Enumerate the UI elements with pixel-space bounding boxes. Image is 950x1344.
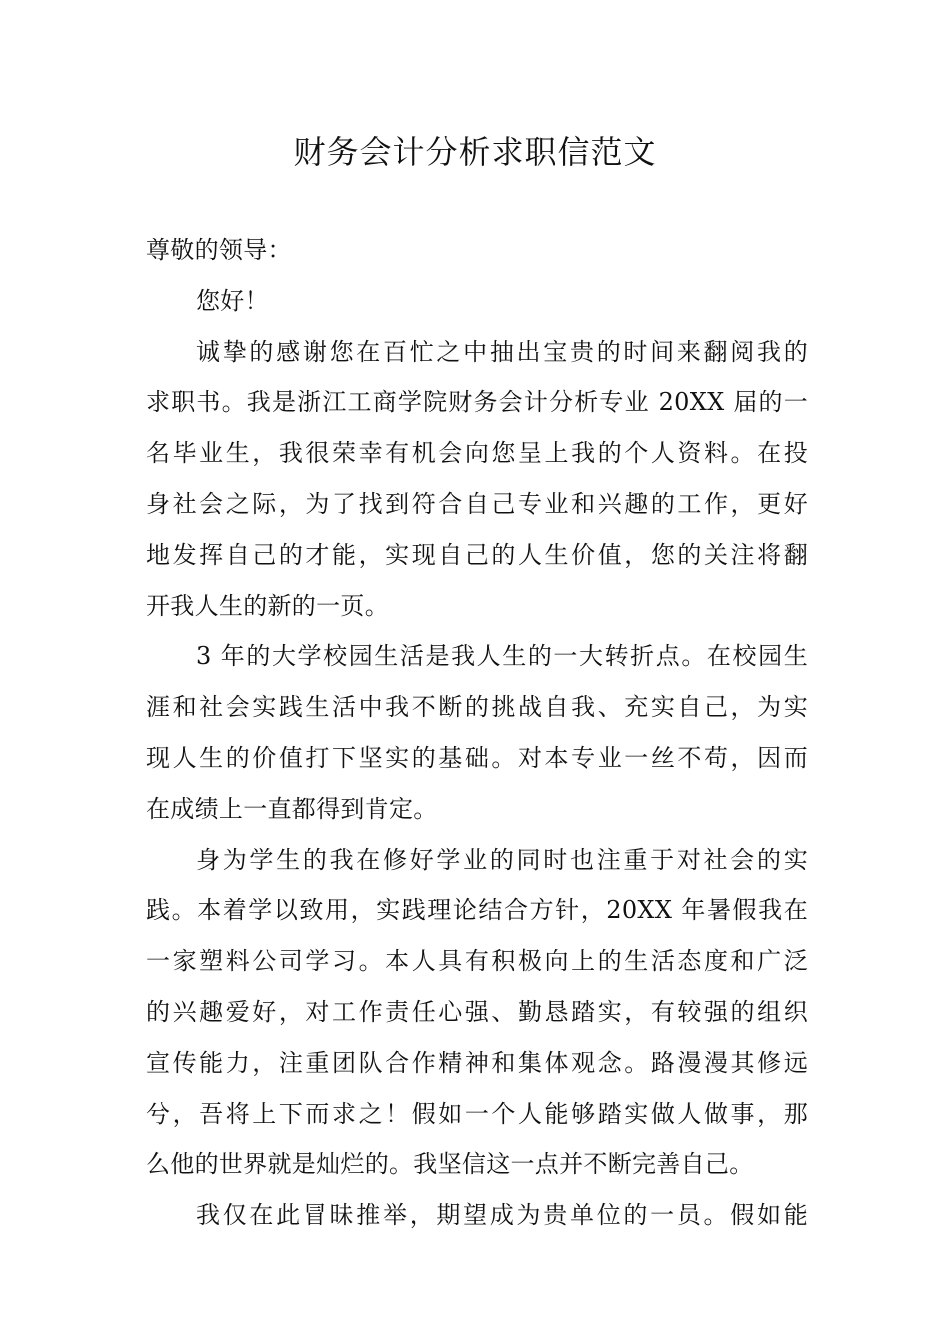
letter-body: [146, 225, 808, 1241]
greeting: 您好！: [196, 286, 269, 315]
paragraph-line: 一家塑料公司学习。本人具有积极向上的生活态度和广泛: [146, 947, 808, 976]
paragraph-line: 求职书。我是浙江工商学院财务会计分析专业 20XX 届的一: [146, 388, 808, 417]
paragraph-line: 3 年的大学校园生活是我人生的一大转折点。在校园生: [196, 642, 808, 671]
paragraph-line: 宣传能力，注重团队合作精神和集体观念。路漫漫其修远: [146, 1048, 808, 1077]
paragraph-line: 么他的世界就是灿烂的。我坚信这一点并不断完善自己。: [146, 1150, 754, 1179]
paragraph-line: 的兴趣爱好，对工作责任心强、勤恳踏实，有较强的组织: [146, 997, 808, 1026]
paragraph-4: [146, 1190, 808, 1241]
paragraph-line: 我仅在此冒昧推举，期望成为贵单位的一员。假如能: [196, 1201, 808, 1230]
paragraph-line: 践。本着学以致用，实践理论结合方针，20XX 年暑假我在: [146, 896, 808, 925]
paragraph-2: [146, 631, 808, 834]
paragraph-line: 开我人生的新的一页。: [146, 591, 389, 620]
paragraph-line: 身为学生的我在修好学业的同时也注重于对社会的实: [196, 845, 808, 874]
paragraph-line: 名毕业生，我很荣幸有机会向您呈上我的个人资料。在投: [146, 439, 808, 468]
paragraph-line: 兮，吾将上下而求之！假如一个人能够踏实做人做事，那: [146, 1099, 808, 1128]
document-title: 财务会计分析求职信范文: [293, 133, 657, 171]
paragraph-line: 诚挚的感谢您在百忙之中抽出宝贵的时间来翻阅我的: [196, 337, 808, 366]
paragraph-line: 在成绩上一直都得到肯定。: [146, 794, 438, 823]
paragraph-1: [146, 327, 808, 632]
paragraph-line: 现人生的价值打下坚实的基础。对本专业一丝不苟，因而: [146, 743, 808, 772]
paragraph-line: 涯和社会实践生活中我不断的挑战自我、充实自己，为实: [146, 693, 808, 722]
paragraph-3: [146, 835, 808, 1191]
paragraph-line: 身社会之际，为了找到符合自己专业和兴趣的工作，更好: [146, 489, 808, 518]
paragraph-line: 地发挥自己的才能，实现自己的人生价值，您的关注将翻: [146, 540, 808, 569]
salutation: 尊敬的领导：: [146, 236, 292, 264]
